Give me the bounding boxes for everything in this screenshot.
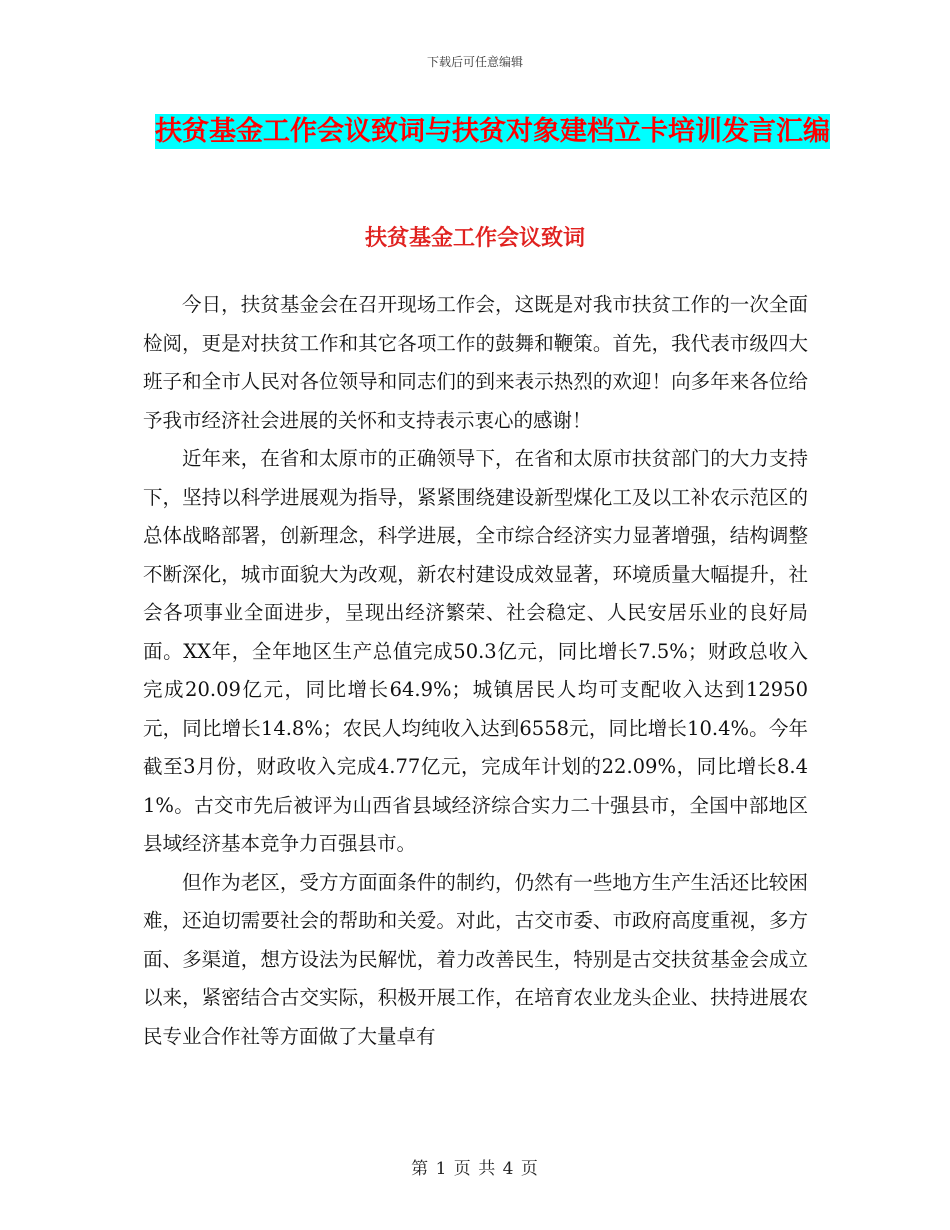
document-title-text: 扶贫基金工作会议致词与扶贫对象建档立卡培训发言汇编 [155,116,830,147]
paragraph-3: 但作为老区，受方方面面条件的制约，仍然有一些地方生产生活还比较困难，还迫切需要社会的帮助和关爱。对此，古交市委、市政府高度重视，多方面、多渠道，想方设法为民解忧，着力改善民生，特别是古交扶贫基金会成立以来，紧密结合古交实际，积极开展工作，在培育农业龙头企业、扶持进展农民专业合作社等方面做了大量卓有 [143,870,808,1048]
section-title: 扶贫基金工作会议致词 [364,226,585,251]
document-title [120,108,865,155]
paragraph-1: 今日，扶贫基金会在召开现场工作会，这既是对我市扶贫工作的一次全面检阅，更是对扶贫工作和其它各项工作的鼓舞和鞭策。首先，我代表市级四大班子和全市人民对各位领导和同志们的到来表示热烈的欢迎！向多年来各位给予我市经济社会进展的关怀和支持表示衷心的感谢！ [143,293,808,432]
page-indicator: 第 1 页 共 4 页 [411,1159,539,1179]
document-body [143,286,808,1056]
header-note: 下载后可任意编辑 [426,55,523,69]
paragraph-2: 近年来，在省和太原市的正确领导下，在省和太原市扶贫部门的大力支持下，坚持以科学进展观为指导，紧紧围绕建设新型煤化工及以工补农示范区的总体战略部署，创新理念，科学进展，全市综合经济实力显著增强，结构调整不断深化，城市面貌大为改观，新农村建设成效显著，环境质量大幅提升，社会各项事业全面进步，呈现出经济繁荣、社会稳定、人民安居乐业的良好局面。XX年，全年地区生产总值完成50.3亿元，同比增长7.5%；财政总收入完成20.09亿元，同比增长64.9%；城镇居民人均可支配收入达到12950元，同比增长14.8%；农民人均纯收入达到6558元，同比增长10.4%。今年截至3月份，财政收入完成4.77亿元，完成年计划的22.09%，同比增长8.41%。古交市先后被评为山西省县域经济综合实力二十强县市，全国中部地区县域经济基本竞争力百强县市。 [143,447,808,855]
